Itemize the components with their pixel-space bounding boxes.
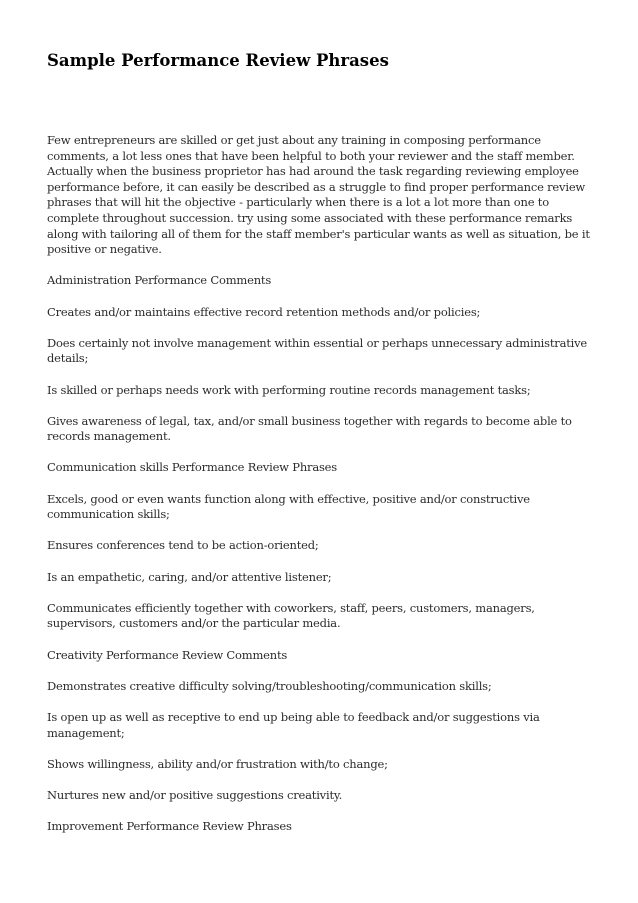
section-heading-administration: Administration Performance Comments: [47, 273, 272, 288]
document-body: [47, 133, 603, 850]
list-item: Excels, good or even wants function along with effective, positive and/or constructive communication skills;: [47, 491, 530, 522]
page-title: Sample Performance Review Phrases: [47, 51, 389, 70]
list-item: Is an empathetic, caring, and/or attentive listener;: [47, 569, 332, 584]
section-heading-improvement: Improvement Performance Review Phrases: [47, 819, 292, 834]
section-heading-communication: Communication skills Performance Review Phrases: [47, 460, 337, 475]
list-item: Is open up as well as receptive to end up being able to feedback and/or suggestions via management;: [47, 709, 540, 740]
list-item: Gives awareness of legal, tax, and/or small business together with regards to become able to records management.: [47, 413, 572, 444]
list-item: Demonstrates creative difficulty solving/troubleshooting/communication skills;: [47, 678, 492, 693]
list-item: Ensures conferences tend to be action-oriented;: [47, 538, 319, 553]
list-item: Does certainly not involve management within essential or perhaps unnecessary administrative details;: [47, 335, 588, 366]
list-item: Communicates efficiently together with coworkers, staff, peers, customers, managers, supervisors, customers and/or the particular media.: [47, 600, 535, 631]
intro-paragraph: Few entrepreneurs are skilled or get just about any training in composing performance comments, a lot less ones that have been helpful to both your reviewer and the staff member. Actually when the business proprietor has had around the task regarding reviewing employee performance before, it can easily be described as a struggle to find proper performance review phrases that will hit the objective - particularly when there is a lot a lot more than one to complete throughout succession. try using some associated with these performance remarks along with tailoring all of them for the staff member's particular wants as well as situation, be it positive or negative.: [47, 133, 590, 257]
list-item: Is skilled or perhaps needs work with performing routine records management tasks;: [47, 382, 531, 397]
list-item: Nurtures new and/or positive suggestions creativity.: [47, 787, 343, 802]
list-item: Creates and/or maintains effective record retention methods and/or policies;: [47, 304, 481, 319]
list-item: Shows willingness, ability and/or frustration with/to change;: [47, 756, 388, 771]
section-heading-creativity: Creativity Performance Review Comments: [47, 647, 288, 662]
